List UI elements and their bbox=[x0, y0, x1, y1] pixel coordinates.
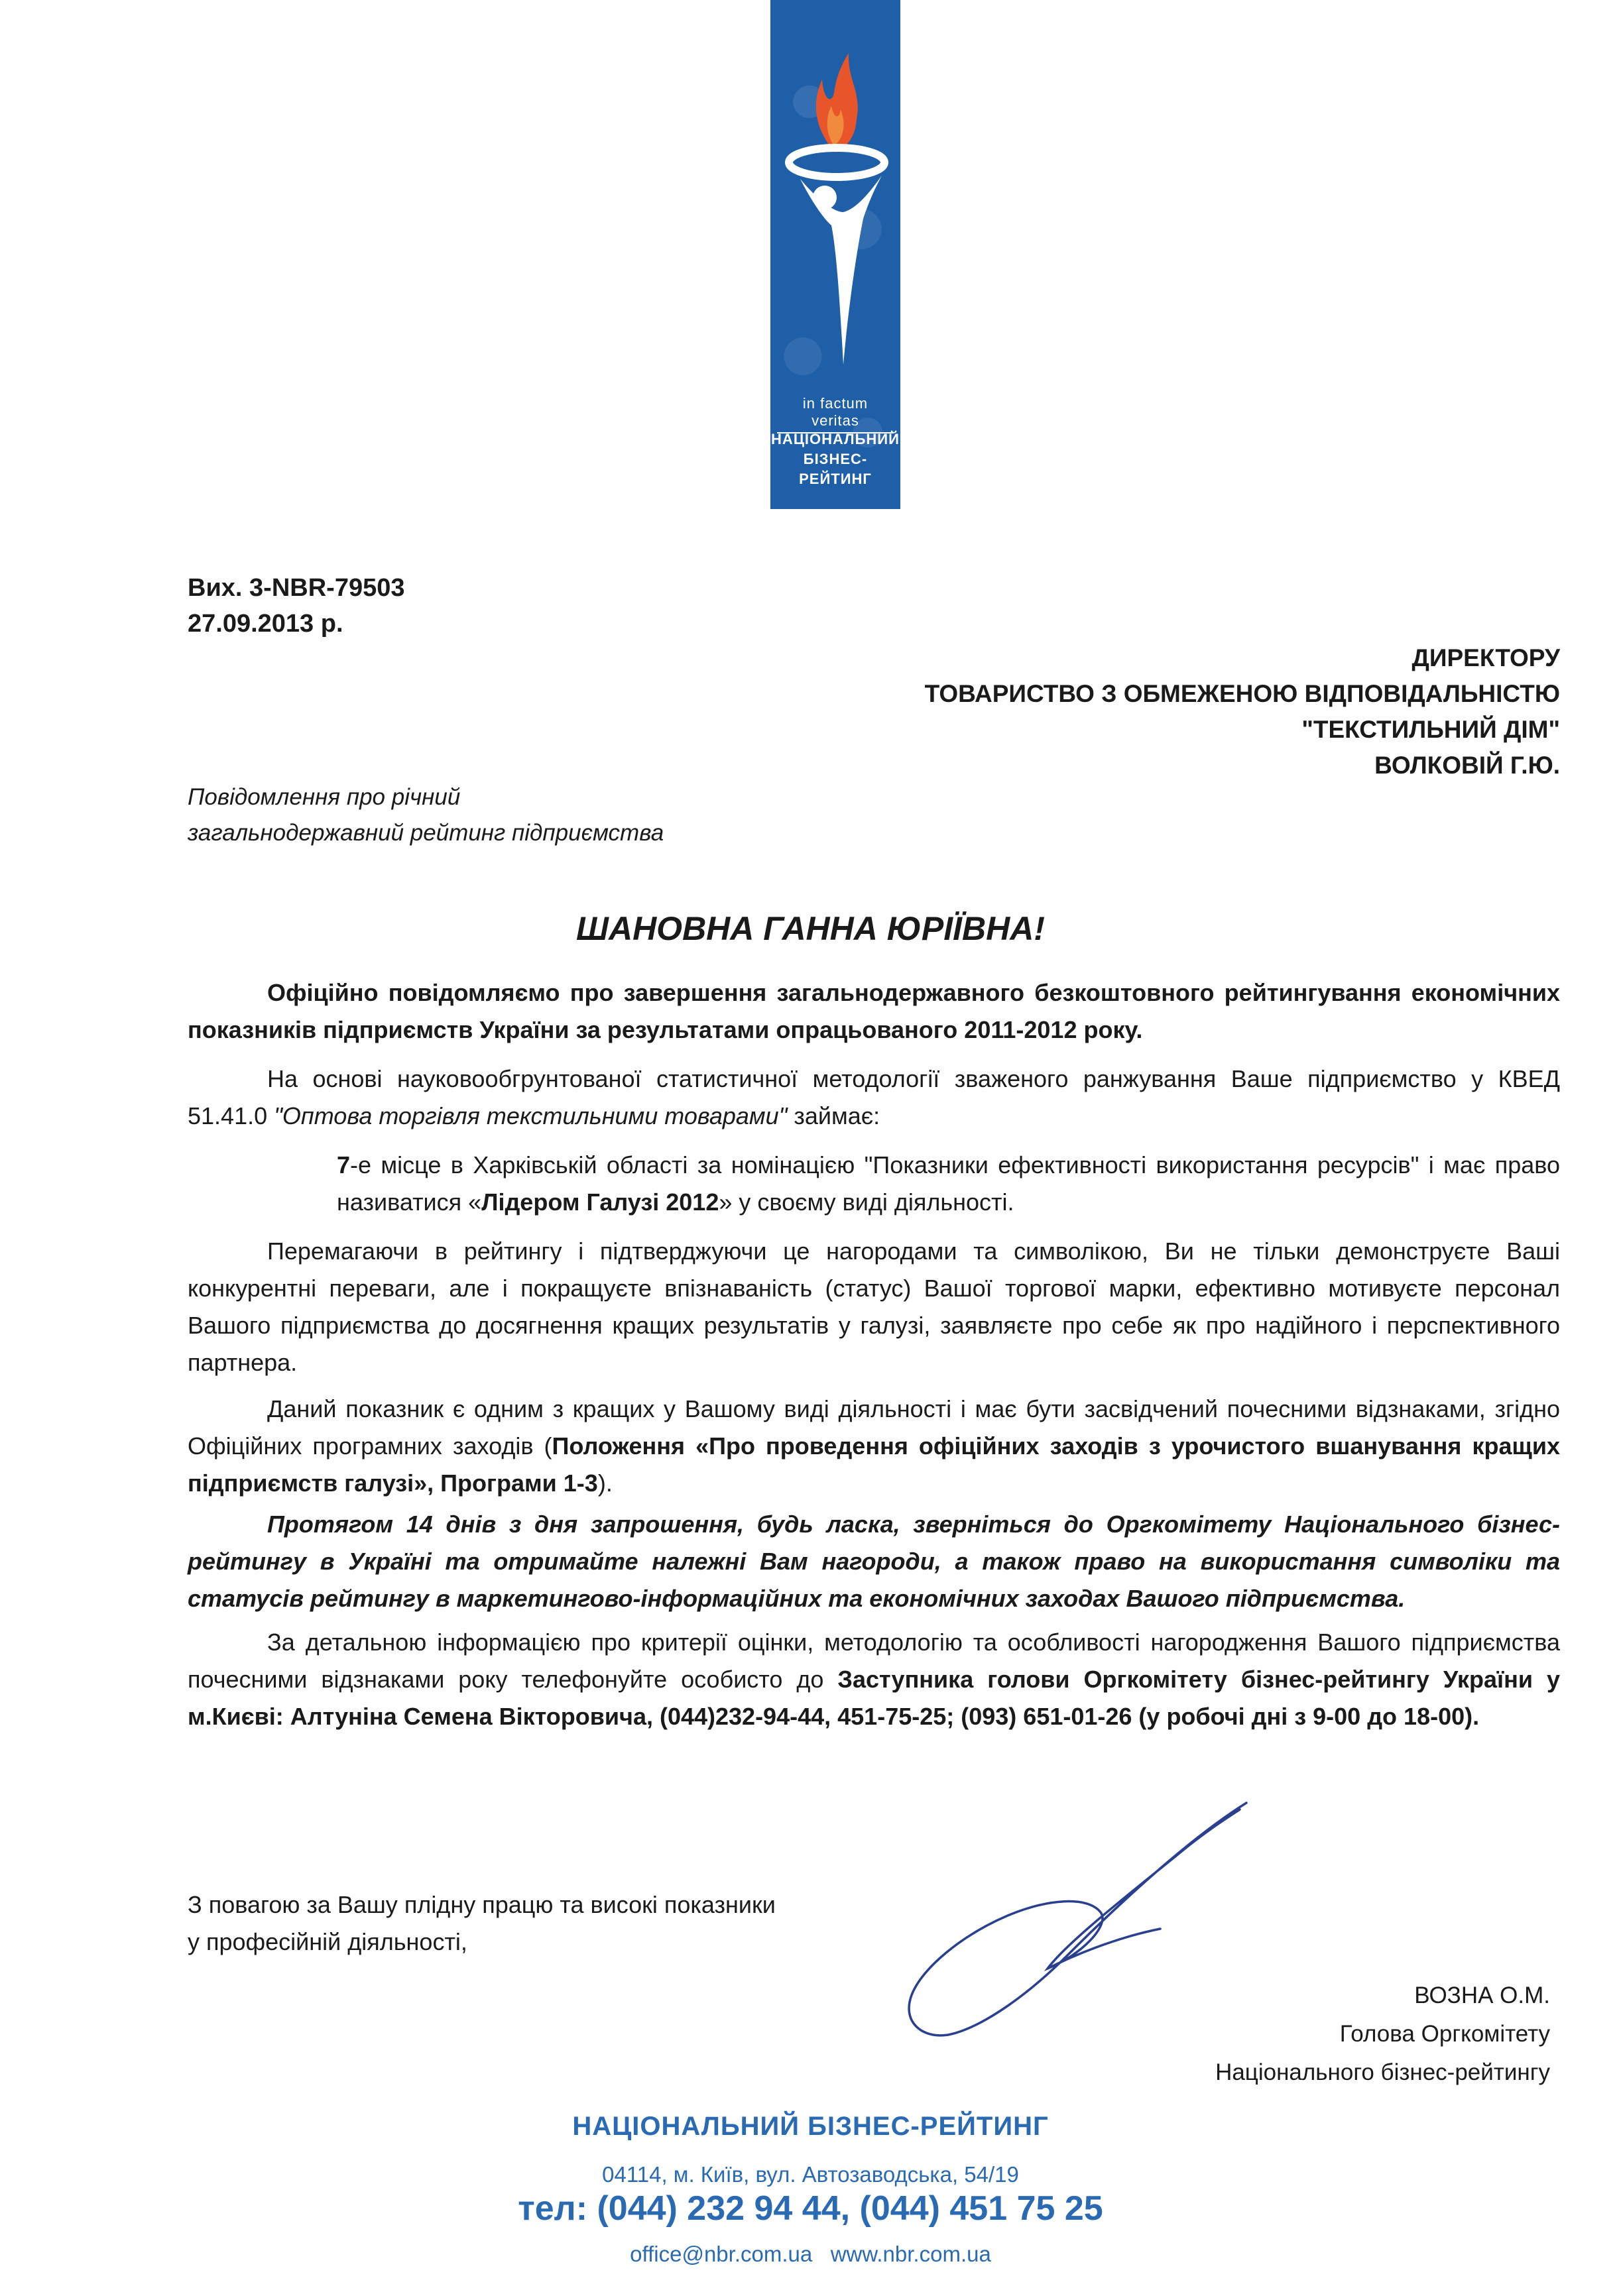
addressee-company-type: ТОВАРИСТВО З ОБМЕЖЕНОЮ ВІДПОВІДАЛЬНІСТЮ bbox=[924, 680, 1560, 707]
paragraph-3 bbox=[337, 1147, 1560, 1221]
subject-line2: загальнодержавний рейтинг підприємства bbox=[188, 820, 664, 846]
signer-name: ВОЗНА О.М. bbox=[1414, 1982, 1550, 2008]
footer-phones: тел: (044) 232 94 44, (044) 451 75 25 bbox=[518, 2189, 1103, 2228]
paragraph-1: Офіційно повідомляємо про завершення загальнодержавного безкоштовного рейтингування економічних показників підприємств України за результатами опрацьованого 2011-2012 року. bbox=[188, 979, 1560, 1043]
paragraph-5 bbox=[188, 1391, 1560, 1502]
p3-text-b: -е місце в Харківській області за номінацією "Показники ефективності використання ресурсів" і має право називатися « bbox=[337, 1151, 1560, 1216]
p5-regulation: Положення «Про проведення офіційних заходів з урочистого вшанування кращих підприємств галузі», Програми 1-3 bbox=[188, 1432, 1560, 1497]
p7-contact: Заступника голови Оргкомітету бізнес-рейтингу України у м.Києві: Алтуніна Семена Вікторовича, (044)232-94-44, 451-75-25; (093) 651-01-26 (у робочі дні з 9-00 до 18-00). bbox=[188, 1666, 1560, 1730]
footer-web: office@nbr.com.ua www.nbr.com.ua bbox=[630, 2242, 991, 2266]
signer-title-1: Голова Оргкомітету bbox=[1339, 2021, 1550, 2047]
p3-title: Лідером Галузі 2012 bbox=[481, 1188, 719, 1216]
logo-motto: in factum veritas bbox=[777, 395, 894, 433]
p7-text-a: За детальною інформацією про критерії оцінки, методологію та особливості нагородження Вашого підприємства почесними відзнаками року телефонуйте особисто до bbox=[188, 1629, 1560, 1693]
closing-line2: у професійній діяльності, bbox=[188, 1928, 467, 1955]
p2-activity-name: "Оптова торгівля текстильними товарами" bbox=[274, 1102, 788, 1129]
letter-meta bbox=[188, 570, 405, 642]
torch-icon bbox=[770, 53, 900, 384]
signer-block bbox=[1215, 1977, 1550, 2092]
paragraph-2 bbox=[188, 1061, 1560, 1135]
p2-text-c: займає: bbox=[787, 1102, 880, 1129]
footer-address: 04114, м. Київ, вул. Автозаводська, 54/19 bbox=[602, 2162, 1019, 2187]
p3-rank: 7 bbox=[337, 1151, 351, 1178]
salutation: ШАНОВНА ГАННА ЮРІЇВНА! bbox=[576, 910, 1045, 947]
reference-number: Вих. 3-NBR-79503 bbox=[188, 574, 405, 602]
addressee-person: ВОЛКОВІЙ Г.Ю. bbox=[1374, 752, 1560, 779]
p5-text-a: Даний показник є одним з кращих у Вашому виді діяльності і має бути засвідчений почесними відзнаками, згідно Офіційних програмних заходів ( bbox=[188, 1395, 1560, 1460]
p2-text-a: На основі науковообгрунтованої статистичної методології зваженого ранжування Ваше підприємство у КВЕД 51.41.0 bbox=[188, 1065, 1560, 1129]
subject-line1: Повідомлення про річний bbox=[188, 784, 461, 810]
addressee-company-name: "ТЕКСТИЛЬНИЙ ДІМ" bbox=[1301, 716, 1560, 743]
subject-block bbox=[188, 779, 664, 851]
addressee-block bbox=[925, 640, 1560, 783]
paragraph-7 bbox=[188, 1624, 1560, 1735]
paragraph-6: Протягом 14 днів з дня запрошення, будь ласка, зверніться до Оргкомітету Національного бізнес-рейтингу в Україні та отримайте належні Вам нагороди, а також право на використання символіки та статусів рейтингу в маркетингово-інформаційних та економічних заходах Вашого підприємства. bbox=[188, 1511, 1560, 1612]
p5-text-c: ). bbox=[597, 1469, 613, 1497]
closing-line1: З повагою за Вашу плідну працю та високі показники bbox=[188, 1891, 776, 1918]
footer-org: НАЦІОНАЛЬНИЙ БІЗНЕС-РЕЙТИНГ bbox=[572, 2112, 1049, 2141]
logo-banner bbox=[770, 0, 900, 509]
logo-brand-line1: НАЦІОНАЛЬНИЙ bbox=[771, 431, 900, 447]
signer-title-2: Національного бізнес-рейтингу bbox=[1215, 2059, 1550, 2085]
p3-text-d: » у своєму виді діяльності. bbox=[719, 1188, 1014, 1216]
letter-date: 27.09.2013 р. bbox=[188, 610, 343, 638]
closing-block bbox=[188, 1886, 776, 1961]
signature-image bbox=[849, 1790, 1260, 2055]
paragraph-4: Перемагаючи в рейтингу і підтверджуючи це нагородами та символікою, Ви не тільки демонструєте Ваші конкурентні переваги, але і покращуєте впізнаваність (статус) Вашої торгової марки, ефективно мотивуєте персонал Вашого підприємства до досягнення кращих результатів у галузі, заявляєте про себе як про надійного і перспективного партнера. bbox=[188, 1237, 1560, 1376]
logo-brand bbox=[770, 430, 900, 489]
addressee-position: ДИРЕКТОРУ bbox=[1411, 644, 1560, 671]
logo-brand-line2: БІЗНЕС-РЕЙТИНГ bbox=[799, 451, 872, 487]
